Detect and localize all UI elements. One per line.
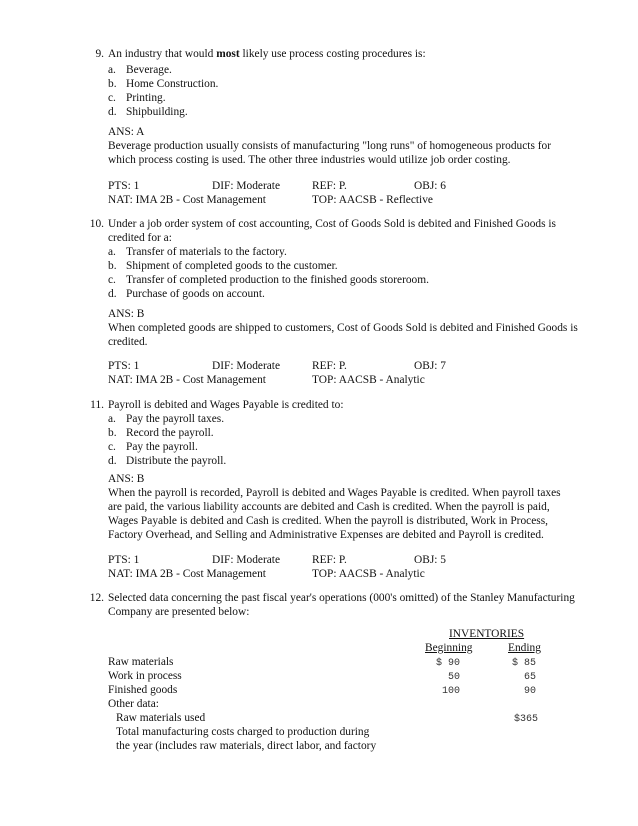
row-label: Raw materials bbox=[108, 656, 174, 668]
ending-value: 65 bbox=[523, 672, 536, 683]
obj: OBJ: 7 bbox=[414, 360, 446, 372]
ending-header: Ending bbox=[508, 642, 541, 654]
nat: NAT: IMA 2B - Cost Management bbox=[108, 568, 266, 580]
question-number: 12. bbox=[89, 592, 104, 604]
beginning-value: $ 90 bbox=[435, 658, 460, 669]
option-c: c. Pay the payroll. bbox=[108, 441, 198, 453]
option-b: b. Record the payroll. bbox=[108, 427, 214, 439]
obj: OBJ: 6 bbox=[414, 180, 446, 192]
beginning-value: 100 bbox=[441, 686, 460, 697]
explanation-line: When completed goods are shipped to customers, Cost of Goods Sold is debited and Finished Goods is bbox=[108, 322, 578, 334]
option-d: d. Distribute the payroll. bbox=[108, 455, 227, 467]
answer: ANS: B bbox=[108, 473, 145, 485]
ref: REF: P. bbox=[312, 180, 347, 192]
tail-line: Total manufacturing costs charged to production during bbox=[116, 726, 370, 738]
top: TOP: AACSB - Analytic bbox=[312, 374, 425, 386]
question-stem: Under a job order system of cost accounting, Cost of Goods Sold is debited and Finished Goods is bbox=[108, 218, 556, 230]
other-value: $365 bbox=[513, 714, 538, 725]
explanation-line: which process costing is used. The other three industries would utilize job order costing. bbox=[108, 154, 511, 166]
question-stem: An industry that would most likely use process costing procedures is: bbox=[108, 48, 426, 60]
inventories-header: INVENTORIES bbox=[449, 628, 525, 640]
option-d: d. Purchase of goods on account. bbox=[108, 288, 265, 300]
tail-line: the year (includes raw materials, direct labor, and factory bbox=[116, 740, 377, 752]
question-number: 9. bbox=[95, 48, 104, 60]
option-b: b. Home Construction. bbox=[108, 78, 219, 90]
nat: NAT: IMA 2B - Cost Management bbox=[108, 194, 266, 206]
question-stem: Payroll is debited and Wages Payable is credited to: bbox=[108, 399, 344, 411]
beginning-header: Beginning bbox=[425, 642, 473, 654]
ending-value: 90 bbox=[523, 686, 536, 697]
nat: NAT: IMA 2B - Cost Management bbox=[108, 374, 266, 386]
explanation-line: Wages Payable is debited and Cash is credited. When the payroll is distributed, Work in Process, bbox=[108, 515, 548, 527]
pts: PTS: 1 bbox=[108, 360, 140, 372]
top: TOP: AACSB - Analytic bbox=[312, 568, 425, 580]
question-stem: Selected data concerning the past fiscal year's operations (000's omitted) of the Stanley Manufacturing bbox=[108, 592, 575, 604]
dif: DIF: Moderate bbox=[212, 554, 281, 566]
answer: ANS: B bbox=[108, 308, 145, 320]
ending-value: $ 85 bbox=[511, 658, 536, 669]
row-label: Work in process bbox=[108, 670, 182, 682]
row-label: Finished goods bbox=[108, 684, 178, 696]
explanation-line: Factory Overhead, and Selling and Administrative Expenses are debited and Payroll is credited. bbox=[108, 529, 544, 541]
ref: REF: P. bbox=[312, 360, 347, 372]
explanation-line: When the payroll is recorded, Payroll is debited and Wages Payable is credited. When payroll taxes bbox=[108, 487, 561, 499]
beginning-value: 50 bbox=[447, 672, 460, 683]
other-data-label: Other data: bbox=[108, 698, 159, 710]
pts: PTS: 1 bbox=[108, 180, 140, 192]
question-number: 10. bbox=[89, 218, 104, 230]
obj: OBJ: 5 bbox=[414, 554, 446, 566]
dif: DIF: Moderate bbox=[212, 180, 281, 192]
option-c: c. Printing. bbox=[108, 92, 166, 104]
question-stem: credited for a: bbox=[108, 232, 172, 244]
option-c: c. Transfer of completed production to the finished goods storeroom. bbox=[108, 274, 429, 286]
row-label: Raw materials used bbox=[116, 712, 206, 724]
top: TOP: AACSB - Reflective bbox=[312, 194, 433, 206]
question-number: 11. bbox=[90, 399, 104, 411]
answer: ANS: A bbox=[108, 126, 145, 138]
dif: DIF: Moderate bbox=[212, 360, 281, 372]
explanation-line: credited. bbox=[108, 336, 148, 348]
question-stem: Company are presented below: bbox=[108, 606, 250, 618]
explanation-line: are paid, the various liability accounts are debited and Cash is credited. When the payroll is paid, bbox=[108, 501, 550, 513]
ref: REF: P. bbox=[312, 554, 347, 566]
option-b: b. Shipment of completed goods to the customer. bbox=[108, 260, 338, 272]
option-a: a. Beverage. bbox=[108, 64, 172, 76]
pts: PTS: 1 bbox=[108, 554, 140, 566]
option-d: d. Shipbuilding. bbox=[108, 106, 188, 118]
option-a: a. Pay the payroll taxes. bbox=[108, 413, 225, 425]
option-a: a. Transfer of materials to the factory. bbox=[108, 246, 287, 258]
explanation-line: Beverage production usually consists of manufacturing "long runs" of homogeneous products for bbox=[108, 140, 551, 152]
